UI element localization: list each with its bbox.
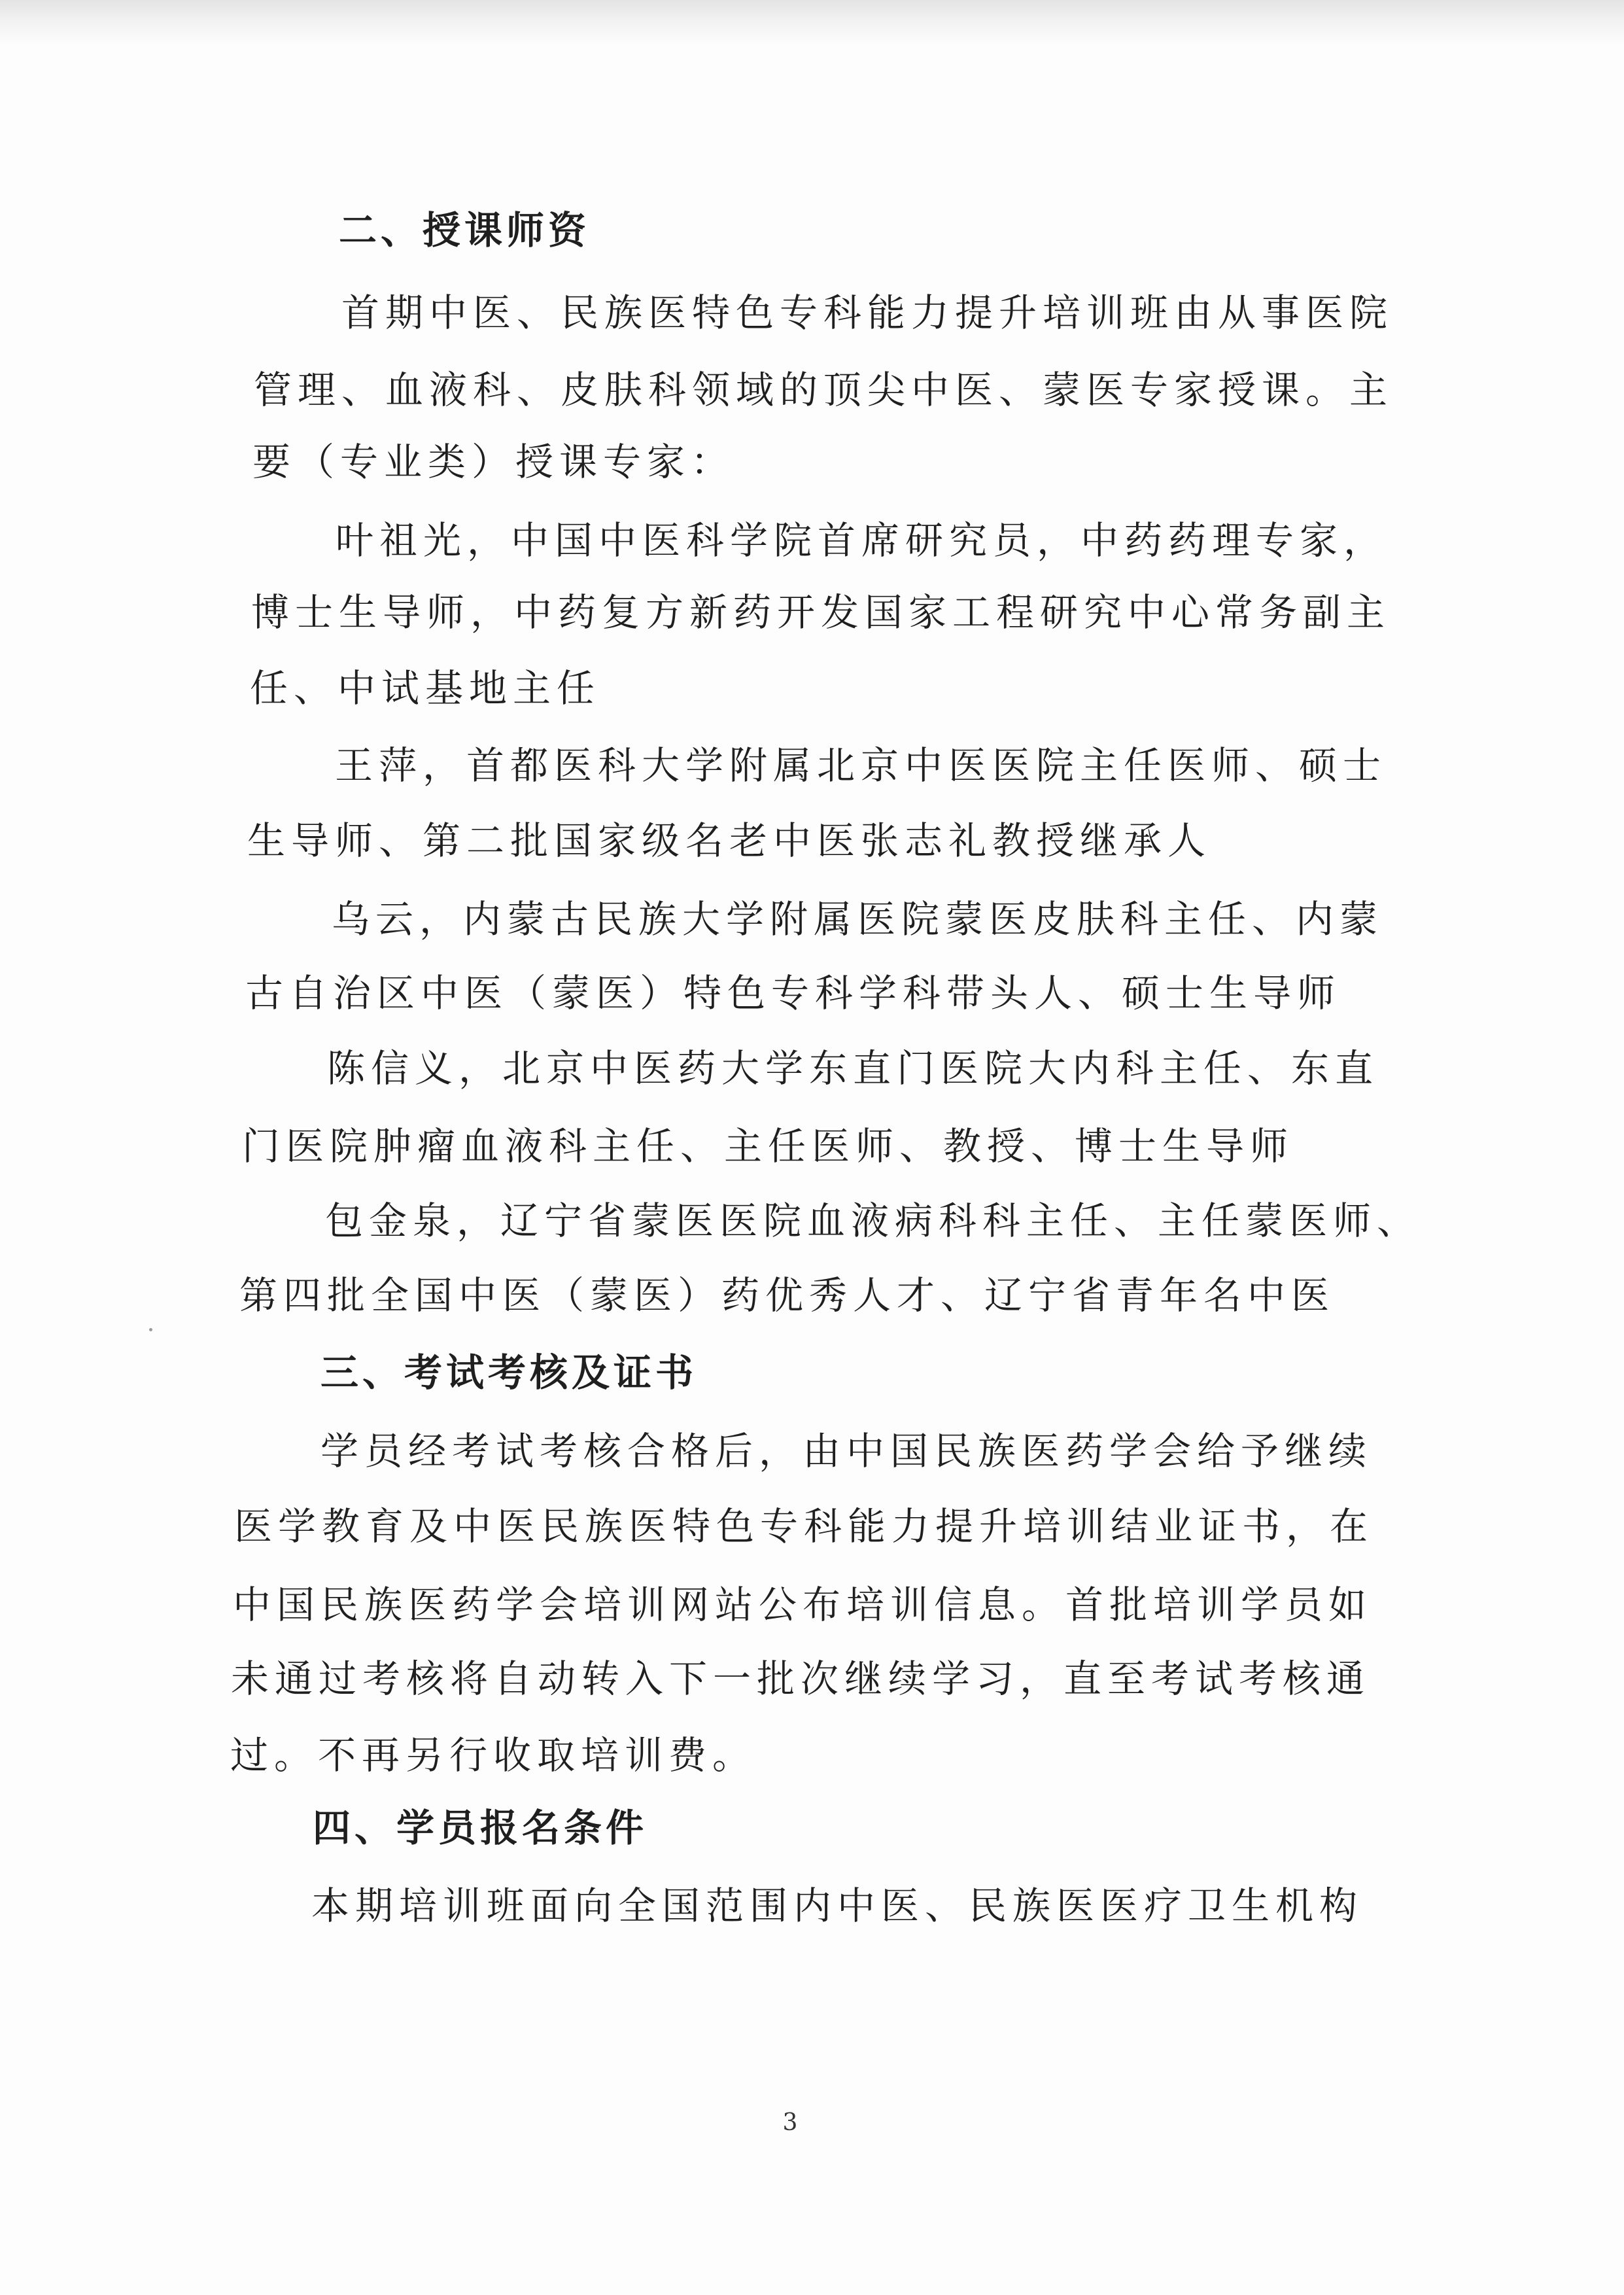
paragraph-line: 生导师、第二批国家级名老中医张志礼教授继承人 (247, 818, 1212, 863)
scan-speck (149, 1328, 152, 1331)
paragraph-line: 中国民族医药学会培训网站公布培训信息。首批培训学员如 (233, 1583, 1373, 1627)
paragraph-line: 医学教育及中医民族医特色专科能力提升培训结业证书，在 (234, 1504, 1374, 1549)
paragraph-line: 首期中医、民族医特色专科能力提升培训班由从事医院 (341, 290, 1394, 335)
paragraph-line: 门医院肿瘤血液科主任、主任医师、教授、博士生导师 (242, 1124, 1294, 1168)
paragraph-line: 本期培训班面向全国范围内中医、民族医医疗卫生机构 (311, 1883, 1364, 1928)
paragraph-line: 任、中试基地主任 (250, 666, 601, 710)
paragraph-line: 陈信义，北京中医药大学东直门医院大内科主任、东直 (327, 1046, 1379, 1091)
paragraph-line: 王萍，首都医科大学附属北京中医医院主任医师、硕士 (335, 743, 1387, 788)
paragraph-line: 古自治区中医（蒙医）特色专科学科带头人、硕士生导师 (245, 971, 1341, 1015)
section-heading-exam: 三、考试考核及证书 (320, 1350, 698, 1395)
paragraph-line: 要（专业类）授课专家： (252, 440, 735, 484)
section-heading-enrollment: 四、学员报名条件 (313, 1806, 648, 1850)
paragraph-line: 第四批全国中医（蒙医）药优秀人才、辽宁省青年名中医 (239, 1273, 1336, 1318)
paragraph-line: 过。不再另行收取培训费。 (230, 1733, 757, 1778)
paragraph-line: 乌云，内蒙古民族大学附属医院蒙医皮肤科主任、内蒙 (332, 897, 1384, 941)
paragraph-line: 学员经考试考核合格后，由中国民族医药学会给予继续 (320, 1429, 1373, 1473)
section-heading-teachers: 二、授课师资 (339, 208, 591, 253)
paragraph-line: 叶祖光，中国中医科学院首席研究员，中药药理专家， (336, 518, 1388, 563)
paragraph-line: 包金泉，辽宁省蒙医医院血液病科科主任、主任蒙医师、 (325, 1199, 1421, 1243)
scan-edge-shadow (0, 0, 1624, 46)
paragraph-line: 管理、血液科、皮肤科领域的顶尖中医、蒙医专家授课。主 (254, 368, 1394, 412)
page-number: 3 (782, 2109, 798, 2136)
paragraph-line: 未通过考核将自动转入下一批次继续学习，直至考试考核通 (231, 1656, 1371, 1701)
paragraph-line: 博士生导师，中药复方新药开发国家工程研究中心常务副主 (251, 590, 1391, 635)
